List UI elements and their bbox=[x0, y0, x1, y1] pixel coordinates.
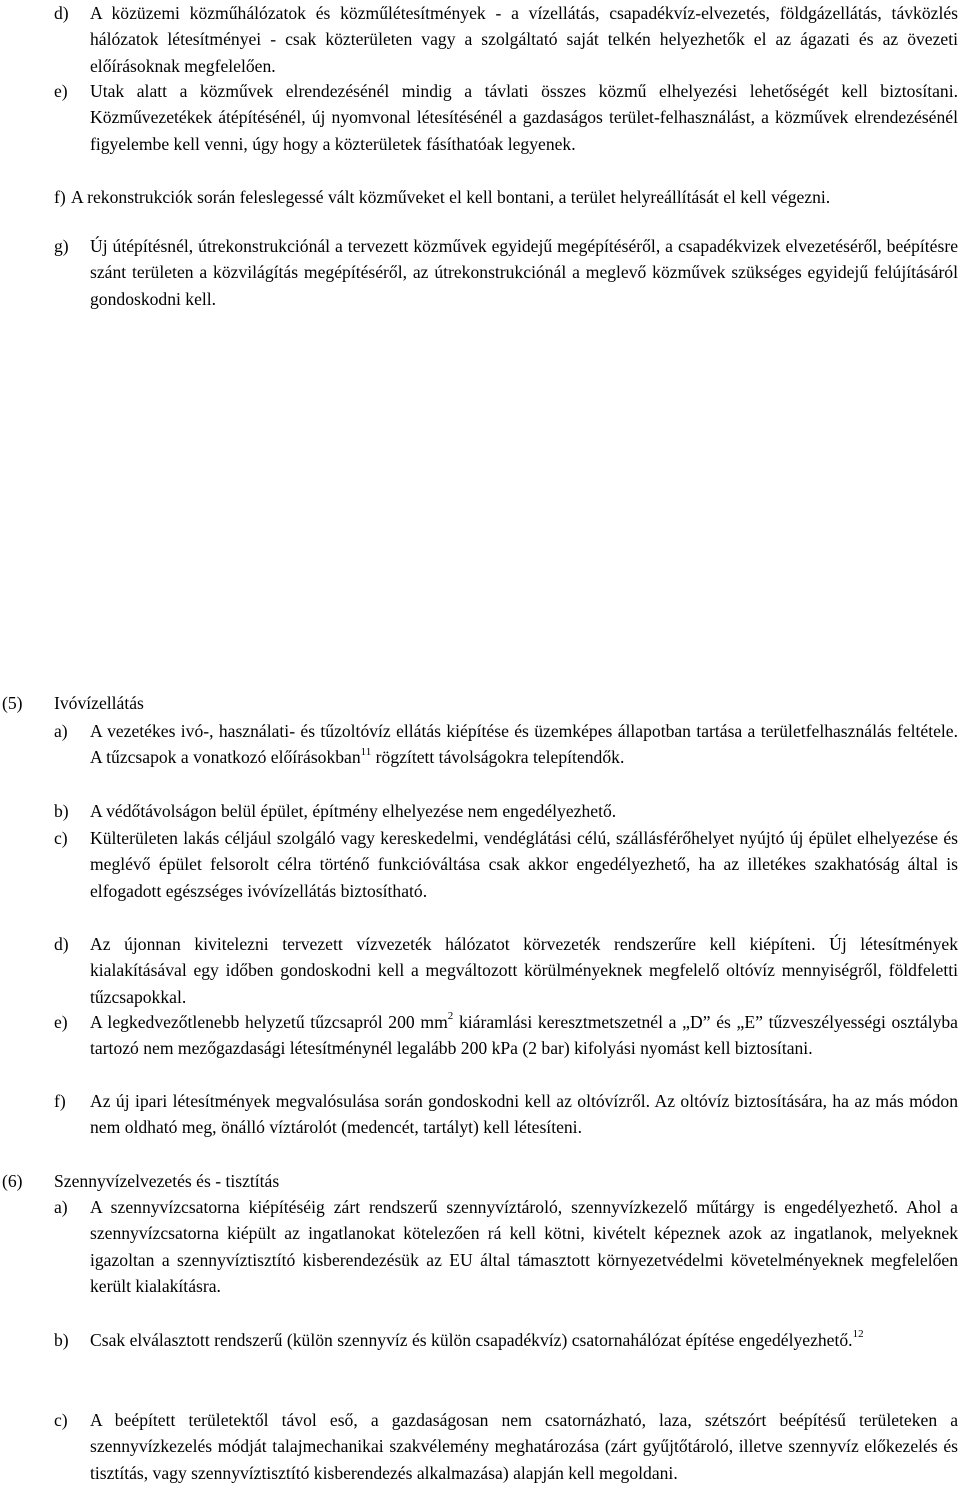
item-d-public-utilities bbox=[54, 0, 958, 79]
item-text: Új útépítésnél, útrekonstrukciónál a tervezett közművek egyidejű megépítéséről, a csapadékvizek elvezetéséről, beépítésre szánt területen a közvilágítás megépítéséről, az útrekonstrukciónál a meglevő közművek szükséges egyidejű felújításáról gondoskodni kell. bbox=[90, 236, 958, 309]
item-5f-industrial-firewater bbox=[54, 1088, 958, 1141]
item-label: d) bbox=[54, 3, 69, 23]
item-text: A legkedvezőtlenebb helyzetű tűzcsapról 200 $mm^2$ kiáramlási keresztmetszetnél a „D” és „E” tűzveszélyességi osztályba tartozó nem mezőgazdasági létesítménynél legalább 200 kPa (2 bar) kifolyási nyomást kell biztosítani. bbox=[90, 1010, 958, 1059]
item-5b-protection-distance bbox=[54, 798, 958, 824]
item-label: a) bbox=[54, 721, 68, 741]
item-text: A szennyvízcsatorna kiépítéséig zárt rendszerű szennyvíztároló, szennyvízkezelő műtárgy is engedélyezhető. Ahol a szennyvízcsatorna kiépült az ingatlanokat kötelezően rá kell kötni, kivételt képeznek azok az ingatlanok, melyeknek igazoltan a szennyvíztisztító kisberendezésük az EU által támasztott környezetvédelmi követelményeknek megfelelően került kialakításra. bbox=[90, 1197, 958, 1297]
item-label: b) bbox=[54, 801, 69, 821]
item-text: A vezetékes ivó-, használati- és tűzoltóvíz ellátás kiépítése és üzemképes állapotban tartása a területfelhasználás feltétele. A tűzcsapok a vonatkozó előírásokban$^{11}$ rögzített távolságokra telepítendők. bbox=[90, 721, 958, 768]
item-label: f) bbox=[54, 1091, 66, 1111]
item-text: A védőtávolságon belül épület, építmény elhelyezése nem engedélyezhető. bbox=[90, 801, 617, 821]
item-text: Az újonnan kivitelezni tervezett vízvezeték hálózatot körvezeték rendszerűre kell kiépíteni. Új létesítmények kialakításával egy időben gondoskodni kell a megváltozott körülményeknek megfelelő oltóvíz mennyiségről, földfeletti tűzcsapokkal. bbox=[90, 934, 958, 1007]
superscript-2: 2 bbox=[447, 1010, 454, 1023]
item-label: c) bbox=[54, 1410, 68, 1430]
item-label: b) bbox=[54, 1330, 69, 1350]
item-6a-sewage-storage bbox=[54, 1194, 958, 1300]
item-5c-outskirts-buildings bbox=[54, 825, 958, 904]
footnote-ref-12: 12 bbox=[852, 1328, 864, 1341]
item-text: A közüzemi közműhálózatok és közműlétesítmények - a vízellátás, csapadékvíz-elvezetés, földgázellátás, távközlés hálózatok létesítményei - csak közterületen vagy a szolgáltató saját telkén helyezhetők el az ágazati és az övezeti előírásoknak megfelelően. bbox=[90, 3, 958, 76]
item-text: Külterületen lakás céljául szolgáló vagy kereskedelmi, vendéglátási célú, szállásférőhelyet nyújtó új épület elhelyezése és meglévő épület felsorolt célra történő funkcióváltása csak akkor engedélyezhető, ha az illetékes szakhatóság által is elfogadott egészséges ivóvízellátás biztosítható. bbox=[90, 828, 958, 901]
item-text: A rekonstrukciók során feleslegessé vált közműveket el kell bontani, a terület helyreállítását el kell végezni. bbox=[71, 187, 831, 207]
item-6b-separate-system bbox=[54, 1327, 958, 1353]
item-5d-ring-network bbox=[54, 931, 958, 1010]
item-label: g) bbox=[54, 236, 69, 256]
item-label: c) bbox=[54, 828, 68, 848]
item-5e-hydrant-pressure bbox=[54, 1009, 958, 1062]
item-6c-remote-areas bbox=[54, 1407, 958, 1486]
section-title: Ivóvízellátás bbox=[54, 693, 144, 713]
item-text: Az új ipari létesítmények megvalósulása során gondoskodni kell az oltóvízről. Az oltóvíz biztosítására, ha az más módon nem oldható meg, önálló víztárolót (medencét, tartályt) kell létesíteni. bbox=[90, 1091, 958, 1138]
item-label: a) bbox=[54, 1197, 68, 1217]
item-text: Csak elválasztott rendszerű (külön szennyvíz és külön csapadékvíz) csatornahálózat építése engedélyezhető.$^{12}$ bbox=[90, 1328, 864, 1350]
item-g-road-construction bbox=[54, 233, 958, 312]
item-label: e) bbox=[54, 1012, 68, 1032]
item-5a-water-supply bbox=[54, 718, 958, 771]
item-label: f) bbox=[54, 187, 66, 207]
section-title: Szennyvízelvezetés és - tisztítás bbox=[54, 1171, 280, 1191]
item-label: d) bbox=[54, 934, 69, 954]
item-text: A beépített területektől távol eső, a gazdaságosan nem csatornázható, laza, szétszórt beépítésű területeken a szennyvízkezelés módját talajmechanikai szakvélemény meghatározása (zárt gyűjtőtároló, illetve szennyvíz előkezelés és tisztítás, vagy szennyvíztisztító kisberendezés alkalmazása) alapján kell megoldani. bbox=[90, 1410, 958, 1483]
item-f-reconstruction bbox=[54, 184, 958, 210]
section-number: (5) bbox=[2, 693, 23, 713]
item-label: e) bbox=[54, 81, 68, 101]
footnote-ref-11: 11 bbox=[360, 745, 372, 758]
item-text: Utak alatt a közművek elrendezésénél mindig a távlati összes közmű elhelyezési lehetőségét kell biztosítani. Közművezetékek átépítésénél, új nyomvonal létesítésénél a gazdaságos terület-felhasználást, a közművek elrendezésénél figyelembe kell venni, úgy hogy a közterületek fásíthatóak legyenek. bbox=[90, 81, 958, 154]
item-e-roads-utilities bbox=[54, 78, 958, 157]
section-number: (6) bbox=[2, 1171, 23, 1191]
